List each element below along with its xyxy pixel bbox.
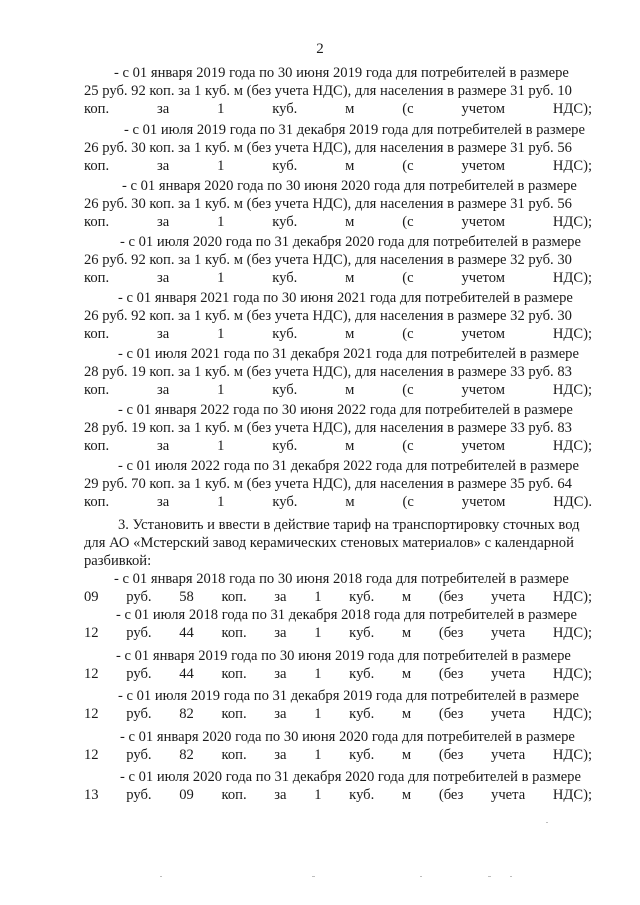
paragraph-transport-2018-h2: - с 01 июля 2018 года по 31 декабря 2018 года для потребителей в размере 12 руб. 44 коп. за 1 куб. м (без учета НДС); bbox=[84, 607, 592, 642]
paragraph-transport-2020-h2: - с 01 июля 2020 года по 31 декабря 2020 года для потребителей в размере 13 руб. 09 коп. за 1 куб. м (без учета НДС); bbox=[84, 769, 592, 804]
paragraph-transport-2020-h1: - с 01 января 2020 года по 30 июня 2020 года для потребителей в размере 12 руб. 82 коп. за 1 куб. м (без учета НДС); bbox=[84, 729, 592, 764]
paragraph-tariff-2021-h2: - с 01 июля 2021 года по 31 декабря 2021 года для потребителей в размере 28 руб. 19 коп. за 1 куб. м (без учета НДС), для населения в размере 33 руб. 83 коп. за 1 куб. м (с учетом НДС); bbox=[84, 346, 592, 399]
paragraph-tariff-2021-h1: - с 01 января 2021 года по 30 июня 2021 года для потребителей в размере 26 руб. 92 коп. за 1 куб. м (без учета НДС), для населения в размере 32 руб. 30 коп. за 1 куб. м (с учетом НДС); bbox=[84, 290, 592, 343]
paragraph-tariff-2022-h1: - с 01 января 2022 года по 30 июня 2022 года для потребителей в размере 28 руб. 19 коп. за 1 куб. м (без учета НДС), для населения в размере 33 руб. 83 коп. за 1 куб. м (с учетом НДС); bbox=[84, 402, 592, 455]
paragraph-tariff-2020-h2: - с 01 июля 2020 года по 31 декабря 2020 года для потребителей в размере 26 руб. 92 коп. за 1 куб. м (без учета НДС), для населения в размере 32 руб. 30 коп. за 1 куб. м (с учетом НДС); bbox=[84, 234, 592, 287]
paragraph-tariff-2020-h1: - с 01 января 2020 года по 30 июня 2020 года для потребителей в размере 26 руб. 30 коп. за 1 куб. м (без учета НДС), для населения в размере 31 руб. 56 коп. за 1 куб. м (с учетом НДС); bbox=[84, 178, 592, 231]
paragraph-transport-2019-h1: - с 01 января 2019 года по 30 июня 2019 года для потребителей в размере 12 руб. 44 коп. за 1 куб. м (без учета НДС); bbox=[84, 648, 592, 683]
paragraph-tariff-2019-h1: - с 01 января 2019 года по 30 июня 2019 года для потребителей в размере 25 руб. 92 коп. за 1 куб. м (без учета НДС), для населения в размере 31 руб. 10 коп. за 1 куб. м (с учетом НДС); bbox=[84, 65, 592, 118]
paragraph-item-3: 3. Установить и ввести в действие тариф на транспортировку сточных вод для АО «Мстерский завод керамических стеновых материалов» с календарной разбивкой: bbox=[84, 517, 580, 570]
paragraph-tariff-2022-h2: - с 01 июля 2022 года по 31 декабря 2022 года для потребителей в размере 29 руб. 70 коп. за 1 куб. м (без учета НДС), для населения в размере 35 руб. 64 коп. за 1 куб. м (с учетом НДС). bbox=[84, 458, 592, 511]
paragraph-tariff-2019-h2: - с 01 июля 2019 года по 31 декабря 2019 года для потребителей в размере 26 руб. 30 коп. за 1 куб. м (без учета НДС), для населения в размере 31 руб. 56 коп. за 1 куб. м (с учетом НДС); bbox=[84, 122, 592, 175]
paragraph-transport-2018-h1: - с 01 января 2018 года по 30 июня 2018 года для потребителей в размере 09 руб. 58 коп. за 1 куб. м (без учета НДС); bbox=[84, 571, 592, 606]
paragraph-transport-2019-h2: - с 01 июля 2019 года по 31 декабря 2019 года для потребителей в размере 12 руб. 82 коп. за 1 куб. м (без учета НДС); bbox=[84, 688, 592, 723]
page-number: 2 bbox=[316, 41, 324, 57]
